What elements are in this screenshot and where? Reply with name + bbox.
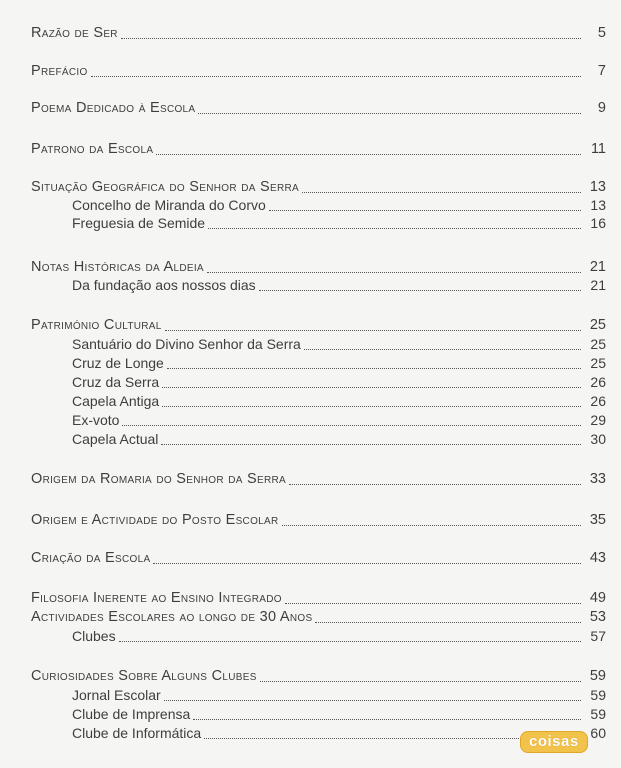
dot-leader [91, 64, 581, 77]
toc-entry-page: 26 [590, 374, 606, 390]
toc-entry [31, 316, 606, 334]
dot-leader [289, 472, 581, 485]
toc-entry-page: 9 [597, 100, 606, 116]
toc-entry-label: Origem da Romaria do Senhor da Serra [31, 471, 286, 487]
dot-leader [164, 688, 581, 701]
toc-entry [31, 549, 606, 567]
toc-entry [31, 589, 606, 607]
toc-subentry [72, 276, 606, 294]
toc-entry [31, 24, 606, 42]
toc-entry [31, 470, 606, 488]
dot-leader [285, 591, 581, 604]
toc-entry [31, 99, 606, 117]
toc-entry-page: 33 [589, 471, 606, 487]
toc-subentry [72, 214, 606, 232]
toc-entry-label: Freguesia de Semide [72, 215, 206, 231]
dot-leader [282, 513, 581, 526]
toc-entry-page: 49 [589, 590, 606, 606]
toc-entry-label: Situação Geográfica do Senhor da Serra [31, 179, 299, 195]
toc-entry [31, 258, 606, 276]
dot-leader [122, 413, 581, 426]
dot-leader [259, 278, 581, 291]
toc-entry-label: Prefácio [31, 63, 88, 79]
toc-entry-page: 59 [589, 668, 606, 684]
toc-entry-page: 53 [589, 609, 606, 625]
dot-leader [198, 101, 581, 114]
toc-subentry [72, 196, 606, 214]
toc-entry-page: 59 [590, 706, 606, 722]
toc-entry-label: Património Cultural [31, 317, 162, 333]
dot-leader [167, 356, 581, 369]
dot-leader [121, 26, 581, 39]
toc-subentry [72, 335, 606, 353]
watermark-logo: coisas [520, 731, 588, 753]
toc-entry-label: Razão de Ser [31, 25, 118, 41]
toc-subentry [72, 354, 606, 372]
toc-entry-page: 59 [590, 687, 606, 703]
dot-leader [207, 260, 581, 273]
toc-entry [31, 511, 606, 529]
toc-entry-page: 13 [590, 197, 606, 213]
toc-entry-label: Poema Dedicado à Escola [31, 100, 196, 116]
toc-entry-label: Capela Antiga [72, 393, 160, 409]
toc-entry [31, 667, 606, 685]
toc-entry-label: Ex-voto [72, 412, 120, 428]
toc-entry-page: 21 [589, 259, 606, 275]
toc-entry-page: 11 [590, 141, 606, 157]
dot-leader [315, 610, 581, 623]
toc-entry [31, 140, 606, 158]
dot-leader [269, 198, 581, 211]
toc-subentry [72, 627, 606, 645]
toc-entry-page: 26 [590, 393, 606, 409]
toc-subentry [72, 392, 606, 410]
toc-entry-label: Filosofia Inerente ao Ensino Integrado [31, 590, 282, 606]
toc-entry-label: Notas Históricas da Aldeia [31, 259, 204, 275]
toc-entry-page: 7 [597, 63, 606, 79]
toc-entry-page: 57 [590, 628, 606, 644]
toc-subentry [72, 686, 606, 704]
toc-entry-page: 25 [589, 317, 606, 333]
dot-leader [302, 180, 581, 193]
toc-entry [31, 62, 606, 80]
toc-entry-page: 29 [590, 412, 606, 428]
dot-leader [161, 432, 581, 445]
toc-entry-page: 16 [590, 215, 606, 231]
toc-subentry [72, 430, 606, 448]
toc-entry-page: 21 [590, 277, 606, 293]
dot-leader [208, 216, 581, 229]
toc-entry-page: 5 [597, 25, 606, 41]
toc-entry-page: 35 [589, 512, 606, 528]
toc-entry-label: Origem e Actividade do Posto Escolar [31, 512, 279, 528]
dot-leader [162, 375, 581, 388]
dot-leader [119, 629, 581, 642]
toc-entry-page: 43 [589, 550, 606, 566]
toc-entry-page: 13 [589, 179, 606, 195]
toc-entry-label: Cruz de Longe [72, 355, 164, 371]
toc-entry-label: Concelho de Miranda do Corvo [72, 197, 266, 213]
dot-leader [156, 142, 581, 155]
toc-entry-label: Da fundação aos nossos dias [72, 277, 256, 293]
toc-entry-label: Criação da Escola [31, 550, 151, 566]
toc-entry-label: Actividades Escolares ao longo de 30 Anos [31, 609, 313, 625]
toc-subentry [72, 373, 606, 391]
toc-entry [31, 178, 606, 196]
toc-entry-label: Patrono da Escola [31, 141, 154, 157]
toc-subentry [72, 705, 606, 723]
dot-leader [162, 394, 581, 407]
toc-subentry [72, 411, 606, 429]
toc-entry-label: Clube de Informática [72, 725, 202, 741]
dot-leader [304, 337, 581, 350]
toc-entry-label: Clube de Imprensa [72, 706, 191, 722]
dot-leader [165, 318, 581, 331]
toc-entry-page: 25 [590, 336, 606, 352]
toc-entry [31, 608, 606, 626]
toc-entry-label: Cruz da Serra [72, 374, 160, 390]
toc-entry-label: Capela Actual [72, 431, 159, 447]
toc-entry-label: Curiosidades Sobre Alguns Clubes [31, 668, 257, 684]
toc-entry-page: 60 [590, 725, 606, 741]
toc-entry-label: Jornal Escolar [72, 687, 161, 703]
toc-entry-page: 30 [590, 431, 606, 447]
dot-leader [193, 707, 581, 720]
toc-entry-label: Clubes [72, 628, 116, 644]
toc-entry-page: 25 [590, 355, 606, 371]
toc-entry-label: Santuário do Divino Senhor da Serra [72, 336, 301, 352]
dot-leader [153, 551, 581, 564]
dot-leader [260, 669, 581, 682]
